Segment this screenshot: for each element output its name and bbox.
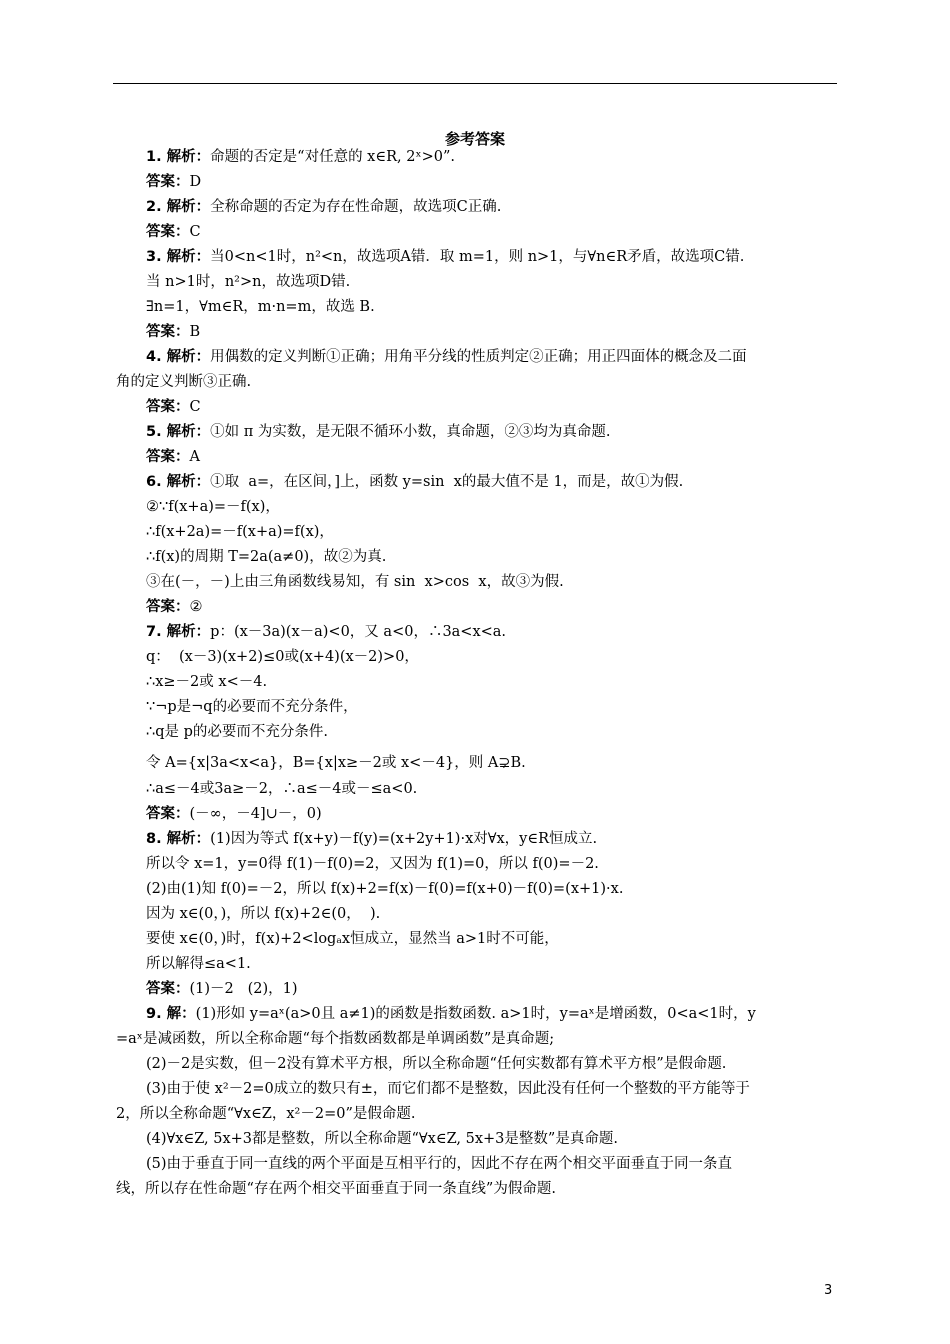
- answer-text: ∴f(x+2a)=－f(x+a)=f(x)，: [146, 524, 334, 540]
- answer-line: [116, 1104, 416, 1124]
- answer-line: [146, 1054, 726, 1074]
- answer-line: [146, 779, 417, 799]
- answer-text: q： (x－3)(x+2)≤0或(x+4)(x－2)>0，: [146, 649, 419, 665]
- answer-line: [146, 247, 744, 267]
- answer-text: p：(x－3a)(x－a)<0，又 a<0，∴3a<x<a.: [210, 624, 507, 640]
- answer-label: 1. 解析：: [146, 149, 211, 165]
- answer-text: 命题的否定是“对任意的 x∈R, 2ˣ>0”.: [210, 149, 455, 165]
- answer-line: [116, 1179, 556, 1199]
- answer-text: 要使 x∈(0，)时，f(x)+2<logₐx恒成立，显然当 a>1时不可能，: [146, 931, 559, 947]
- answer-text: (2)由(1)知 f(0)=－2，所以 f(x)+2=f(x)－f(0)=f(x+0)－f(0)=(x+1)·x.: [146, 881, 624, 897]
- answer-line: [146, 572, 564, 592]
- answer-line: [146, 647, 419, 667]
- answer-line: [146, 497, 280, 517]
- answer-label: 9. 解：: [146, 1006, 196, 1022]
- answer-text: ∴f(x)的周期 T=2a(a≠0)，故②为真.: [146, 549, 387, 565]
- page-title: 参考答案: [444, 130, 505, 148]
- answer-text: (－∞，－4]∪－，0): [189, 806, 322, 822]
- answer-text: 当 n>1时，n²>n，故选项D错.: [146, 274, 351, 290]
- answer-text: ③在(－，－)上由三角函数线易知，有 sin x>cos x，故③为假.: [146, 574, 564, 590]
- answer-line: [146, 197, 501, 217]
- page-number: 3: [824, 1283, 833, 1298]
- answer-line: [146, 1079, 750, 1099]
- answer-label: 8. 解析：: [146, 831, 211, 847]
- answer-text: ②∵f(x+a)=－f(x)，: [146, 499, 280, 515]
- answer-line: [146, 147, 455, 167]
- answer-text: 用偶数的定义判断①正确；用角平分线的性质判定②正确；用正四面体的概念及二面: [210, 349, 747, 365]
- answer-line: [146, 722, 328, 742]
- answer-text: ∴x≥－2或 x<－4.: [146, 674, 268, 690]
- answer-text: 所以令 x=1，y=0得 f(1)－f(0)=2，又因为 f(1)=0，所以 f(0)=－2.: [146, 856, 599, 872]
- answer-text: D: [189, 174, 202, 190]
- answer-text: 因为 x∈(0，)，所以 f(x)+2∈(0， ).: [146, 906, 381, 922]
- answer-text: ①取 a=，在区间，]上，函数 y=sin x的最大值不是 1，而是，故①为假.: [210, 474, 684, 490]
- answer-line: [146, 347, 747, 367]
- answer-line: [146, 904, 380, 924]
- answer-line: [146, 397, 201, 417]
- answer-text: (1)因为等式 f(x+y)－f(y)=(x+2y+1)·x对∀x，y∈R恒成立.: [210, 831, 598, 847]
- answer-text: A: [189, 449, 200, 465]
- answer-text: 所以解得≤a<1.: [146, 956, 251, 972]
- answer-text: (5)由于垂直于同一直线的两个平面是互相平行的，因此不存在两个相交平面垂直于同一条直: [146, 1156, 733, 1172]
- answer-line: [146, 929, 559, 949]
- answer-label: 2. 解析：: [146, 199, 211, 215]
- answer-text: 全称命题的否定为存在性命题，故选项C正确.: [210, 199, 502, 215]
- answer-text: 当0<n<1时，n²<n，故选项A错．取 m=1，则 n>1，与∀n∈R矛盾，故选项C错.: [210, 249, 745, 265]
- answer-line: [146, 297, 375, 317]
- answer-text: (2)－2是实数，但－2没有算术平方根，所以全称命题“任何实数都有算术平方根”是假命题.: [146, 1056, 727, 1072]
- answer-label: 答案：: [146, 174, 190, 190]
- answer-text: ②: [189, 599, 203, 615]
- answer-line: [146, 854, 599, 874]
- answer-line: [146, 422, 611, 442]
- answer-text: B: [189, 324, 201, 340]
- answer-line: [146, 1154, 732, 1174]
- answer-label: 答案：: [146, 449, 190, 465]
- answer-line: [146, 1004, 756, 1024]
- answer-label: 7. 解析：: [146, 624, 211, 640]
- answer-text: (1)－2 (2)，1): [189, 981, 298, 997]
- answer-label: 答案：: [146, 981, 190, 997]
- answer-label: 答案：: [146, 324, 190, 340]
- answer-text: 角的定义判断③正确.: [116, 374, 252, 390]
- answer-text: (4)∀x∈Z, 5x+3都是整数，所以全称命题“∀x∈Z, 5x+3是整数”是真命题.: [146, 1131, 618, 1147]
- answer-label: 4. 解析：: [146, 349, 211, 365]
- answer-text: ∃n=1，∀m∈R，m·n=m，故选 B.: [146, 299, 375, 315]
- answer-text: ∴q是 p的必要而不充分条件.: [146, 724, 329, 740]
- answer-line: [116, 1029, 554, 1049]
- answer-line: [146, 272, 350, 292]
- answer-line: [146, 804, 322, 824]
- answer-text: (1)形如 y=aˣ(a>0且 a≠1)的函数是指数函数. a>1时，y=aˣ是增函数，0<a<1时，y: [195, 1006, 756, 1022]
- answer-line: [146, 829, 597, 849]
- answer-label: 答案：: [146, 224, 190, 240]
- answer-label: 3. 解析：: [146, 249, 211, 265]
- answer-line: [146, 222, 201, 242]
- answer-text: C: [189, 399, 201, 415]
- answer-line: [146, 522, 334, 542]
- answer-text: =aˣ是减函数，所以全称命题“每个指数函数都是单调函数”是真命题;: [116, 1031, 555, 1047]
- answer-line: [146, 447, 200, 467]
- answer-text: 令 A={x|3a<x<a}，B={x|x≥－2或 x<－4}，则 A⊋B.: [146, 755, 526, 771]
- answer-line: [146, 547, 386, 567]
- answer-line: [146, 697, 358, 717]
- answer-text: C: [189, 224, 201, 240]
- answer-text: ∴a≤－4或3a≥－2，∴a≤－4或－≤a<0.: [146, 781, 418, 797]
- answer-line: [146, 879, 623, 899]
- answer-label: 5. 解析：: [146, 424, 211, 440]
- answer-text: 线，所以存在性命题“存在两个相交平面垂直于同一条直线”为假命题.: [116, 1181, 556, 1197]
- answer-line: [146, 597, 203, 617]
- header-rule: [113, 83, 837, 84]
- answer-line: [146, 979, 298, 999]
- answer-label: 答案：: [146, 399, 190, 415]
- answer-line: [146, 322, 200, 342]
- answer-label: 答案：: [146, 599, 190, 615]
- answer-text: (3)由于使 x²－2=0成立的数只有±，而它们都不是整数，因此没有任何一个整数的平方能等于: [146, 1081, 750, 1097]
- answer-label: 6. 解析：: [146, 474, 211, 490]
- answer-line: [116, 372, 251, 392]
- answer-text: ∵¬p是¬q的必要而不充分条件，: [146, 699, 358, 715]
- answer-line: [146, 1129, 618, 1149]
- answer-line: [146, 954, 251, 974]
- answer-line: [146, 753, 526, 773]
- answer-label: 答案：: [146, 806, 190, 822]
- answer-text: ①如 π 为实数，是无限不循环小数，真命题，②③均为真命题.: [210, 424, 611, 440]
- answer-line: [146, 672, 267, 692]
- answer-line: [146, 472, 683, 492]
- answer-line: [146, 172, 201, 192]
- answer-line: [146, 622, 506, 642]
- answer-text: 2，所以全称命题“∀x∈Z，x²－2=0”是假命题.: [116, 1106, 416, 1122]
